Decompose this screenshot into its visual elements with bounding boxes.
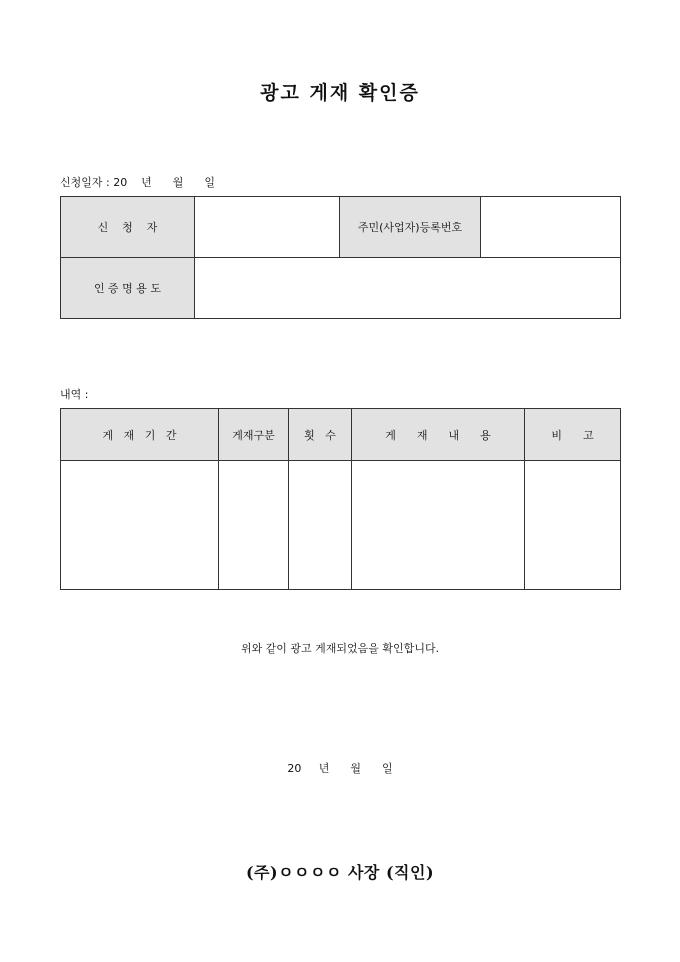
- column-header-remarks: 비 고: [525, 409, 621, 461]
- purpose-value-cell[interactable]: [195, 258, 621, 319]
- details-table: [60, 408, 621, 590]
- signer-line: (주)ㅇㅇㅇㅇ 사장 (직인): [245, 863, 435, 882]
- column-header-content: 게 재 내 용: [352, 409, 525, 461]
- count-cell[interactable]: [289, 461, 352, 590]
- purpose-label: 인 증 명 용 도: [61, 258, 195, 319]
- application-date: 신청일자 : 20 년 월 일: [60, 176, 216, 189]
- applicant-value-cell[interactable]: [195, 197, 340, 258]
- applicant-table: [60, 196, 621, 319]
- registration-number-label: 주민(사업자)등록번호: [340, 197, 481, 258]
- content-cell[interactable]: [352, 461, 525, 590]
- applicant-label: 신 청 자: [61, 197, 195, 258]
- column-header-period: 게 재 기 간: [61, 409, 219, 461]
- registration-number-cell[interactable]: [481, 197, 621, 258]
- remarks-cell[interactable]: [525, 461, 621, 590]
- type-cell[interactable]: [219, 461, 289, 590]
- column-header-type: 게재구분: [219, 409, 289, 461]
- details-label: 내역 :: [60, 388, 89, 401]
- document-title: 광고 게재 확인증: [260, 82, 420, 104]
- column-header-count: 횟 수: [289, 409, 352, 461]
- period-cell[interactable]: [61, 461, 219, 590]
- issue-date: 20 년 월 일: [287, 762, 393, 775]
- confirmation-text: 위와 같이 광고 게재되었음을 확인합니다.: [240, 642, 440, 655]
